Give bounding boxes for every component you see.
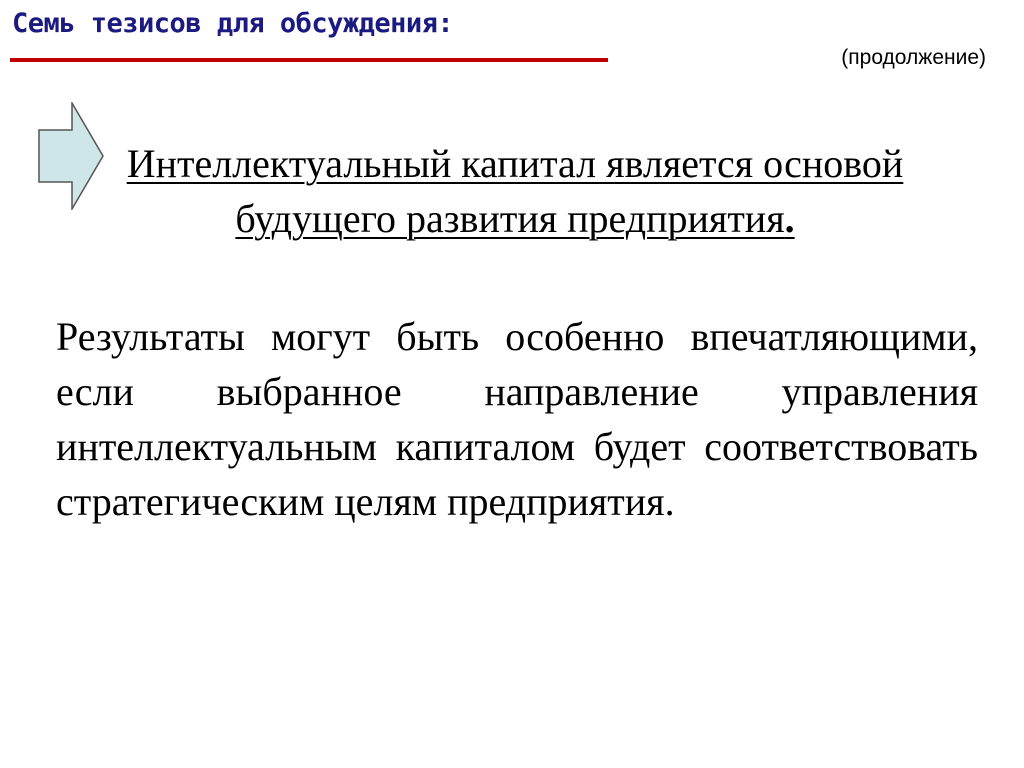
slide-title: Семь тезисов для обсуждения: xyxy=(12,8,454,39)
thesis-end-mark: . xyxy=(784,196,795,241)
thesis-text: Интеллектуальный капитал является основой будущего развития предприятия xyxy=(126,141,904,241)
title-underline-rule xyxy=(10,58,608,62)
slide-subtitle: (продолжение) xyxy=(841,46,986,69)
body-paragraph: Результаты могут быть особенно впечатляющими, если выбранное направление управления интеллектуальным капиталом будет соответствовать стратегическим целям предприятия. xyxy=(56,314,978,524)
thesis-statement xyxy=(80,136,950,246)
